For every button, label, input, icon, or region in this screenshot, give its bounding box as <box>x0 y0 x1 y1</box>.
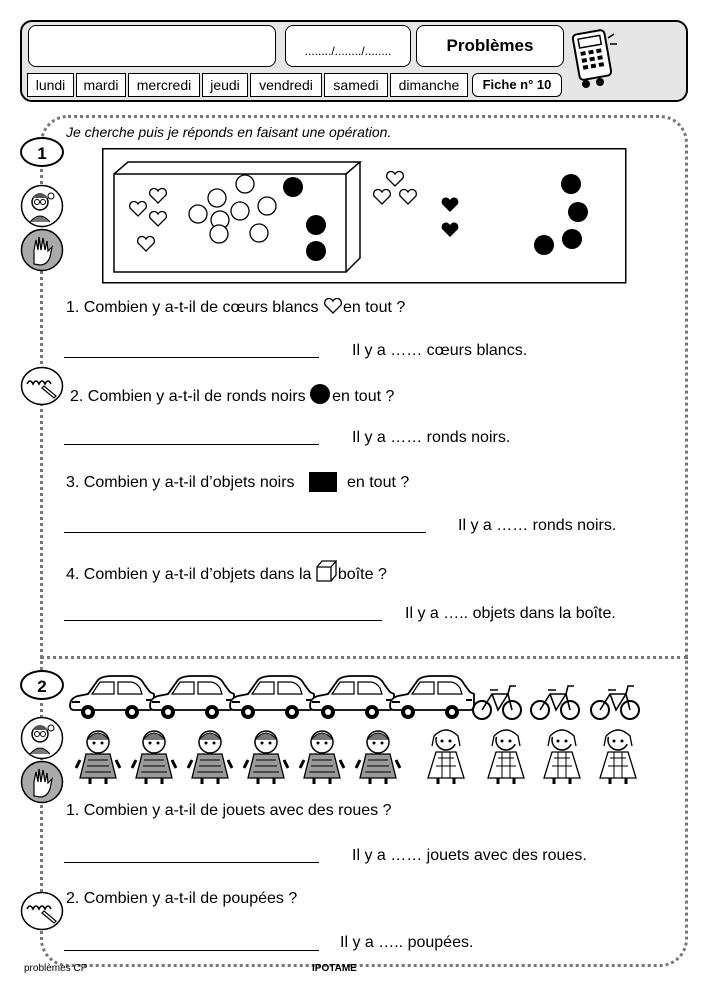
pencil-writing-icon <box>20 366 64 406</box>
question-2-2: 2. Combien y a-t-il de poupées ? <box>66 890 298 907</box>
boy-thinking-icon <box>20 716 64 760</box>
calculator-icon <box>570 28 620 90</box>
exercise-number-2: 2 <box>20 670 64 700</box>
footer-left: problèmes CP <box>24 963 88 974</box>
page-title: Problèmes <box>446 36 534 55</box>
question-text-end: en tout ? <box>346 474 410 491</box>
black-circle-icon <box>310 384 332 404</box>
box-icon <box>316 560 338 582</box>
cars <box>70 676 474 719</box>
question-text-end: en tout ? <box>342 299 406 316</box>
name-field[interactable] <box>28 25 276 67</box>
answer-line-1-1[interactable] <box>64 357 319 358</box>
section-divider <box>40 656 688 659</box>
date-field[interactable] <box>285 25 411 67</box>
day-lundi[interactable]: lundi <box>27 73 74 97</box>
boy-thinking-icon <box>20 184 64 228</box>
date-placeholder: ......../......../........ <box>304 44 392 58</box>
title-box <box>416 25 564 67</box>
question-text: 2. Combien y a-t-il de ronds noirs <box>70 388 311 405</box>
question-text: 3. Combien y a-t-il d’objets noirs <box>66 474 299 491</box>
answer-line-1-3[interactable] <box>64 532 426 533</box>
day-mardi[interactable]: mardi <box>76 73 126 97</box>
day-jeudi[interactable]: jeudi <box>202 73 248 97</box>
question-text: 1. Combien y a-t-il de cœurs blancs <box>66 299 323 316</box>
answer-sentence-1-2: Il y a …… ronds noirs. <box>352 429 511 446</box>
answer-sentence-1-3: Il y a …… ronds noirs. <box>458 517 617 534</box>
question-text: 4. Combien y a-t-il d’objets dans la <box>66 566 316 583</box>
footer-center: IPOTAME <box>312 963 357 974</box>
pencil-writing-icon <box>20 891 64 931</box>
black-square-icon <box>309 472 337 492</box>
question-text-end: en tout ? <box>332 388 395 405</box>
instruction: Je cherche puis je réponds en faisant une opération. <box>66 124 392 140</box>
answer-sentence-2-1: Il y a …… jouets avec des roues. <box>352 847 587 864</box>
answer-sentence-2-2: Il y a ….. poupées. <box>340 934 474 951</box>
answer-line-1-2[interactable] <box>64 444 319 445</box>
day-dimanche[interactable]: dimanche <box>390 73 468 97</box>
hand-counting-icon <box>20 228 64 272</box>
question-text-end: boîte ? <box>337 566 387 583</box>
question-1-1 <box>66 297 405 317</box>
exercise-illustration <box>102 148 627 284</box>
question-2-1: 1. Combien y a-t-il de jouets avec des roues ? <box>66 802 392 819</box>
dolls-dark <box>76 731 400 784</box>
exercise-number-1: 1 <box>20 137 64 167</box>
answer-line-2-1[interactable] <box>64 862 319 863</box>
answer-line-2-2[interactable] <box>64 950 319 951</box>
question-1-4 <box>66 560 387 584</box>
toys-illustration <box>66 672 646 792</box>
answer-line-1-4[interactable] <box>64 620 382 621</box>
white-heart-icon <box>323 297 343 315</box>
answer-sentence-1-1: Il y a …… cœurs blancs. <box>352 342 528 359</box>
day-samedi[interactable]: samedi <box>324 73 388 97</box>
dolls-light <box>428 730 636 784</box>
fiche-number: Fiche n° 10 <box>472 73 562 97</box>
day-mercredi[interactable]: mercredi <box>128 73 200 97</box>
day-vendredi[interactable]: vendredi <box>250 73 322 97</box>
bicycles <box>473 686 639 719</box>
question-1-3 <box>66 472 409 492</box>
answer-sentence-1-4: Il y a ….. objets dans la boîte. <box>405 605 616 622</box>
question-1-2 <box>70 384 394 406</box>
hand-counting-icon <box>20 760 64 804</box>
